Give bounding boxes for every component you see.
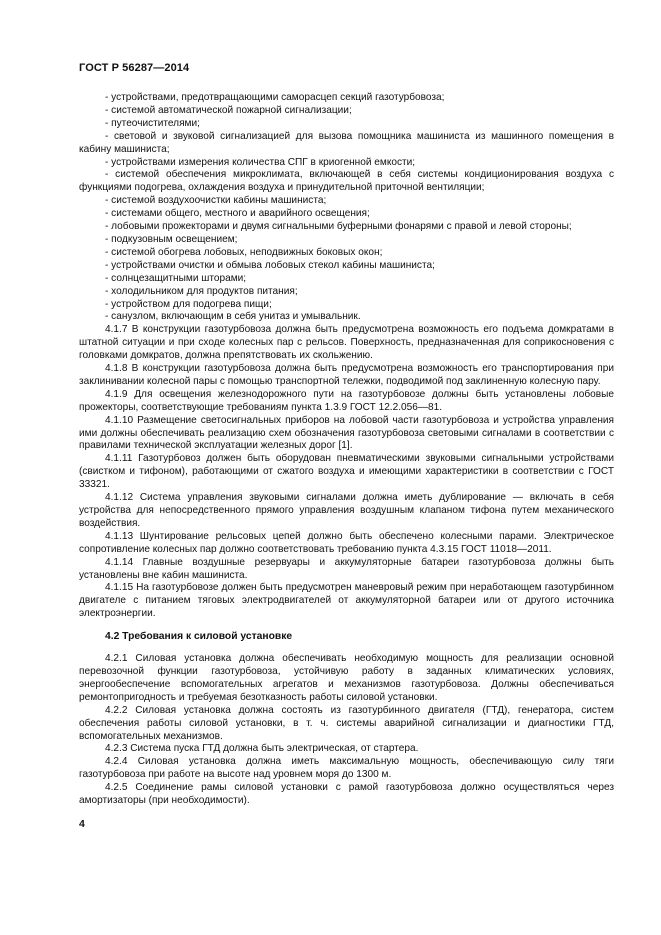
list-item: - подкузовным освещением; <box>105 233 238 245</box>
list-item: - солнцезащитными шторами; <box>105 272 247 284</box>
document-body <box>79 92 614 808</box>
clause-4-2-4: 4.2.4 Силовая установка должна иметь максимальную мощность, обеспечивающую силу тяги газотурбовоза при работе на высоте над уровнем моря до 1300 м. <box>79 756 614 781</box>
list-item: - путеочистителями; <box>105 117 200 129</box>
clause-4-1-13: 4.1.13 Шунтирование рельсовых цепей должно быть обеспечено колесными парами. Электрическое сопротивление колесных пар должно соответствовать требованию пункта 4.3.15 ГОСТ 11018—2011. <box>79 530 614 555</box>
list-item: - устройством для подогрева пищи; <box>105 298 272 310</box>
clause-4-1-9: 4.1.9 Для освещения железнодорожного пути на газотурбовозе должны быть установлены лобовые прожекторы, соответствующие требованиям пункта 1.3.9 ГОСТ 12.2.056—81. <box>79 388 614 413</box>
clause-4-2-2: 4.2.2 Силовая установка должна состоять из газотурбинного двигателя (ГТД), генератора, систем обеспечения работы силовой установки, в т. ч. системы аварийной сигнализации и диагностики ГТД, вспомогательных механизмов. <box>79 704 614 742</box>
list-item: - системой обогрева лобовых, неподвижных боковых окон; <box>105 246 383 258</box>
list-item: - световой и звуковой сигнализацией для вызова помощника машиниста из машинного помещения в кабину машиниста; <box>79 130 614 155</box>
list-item: - устройствами очистки и обмыва лобовых стекол кабины машиниста; <box>105 259 435 271</box>
list-item: - системой воздухоочистки кабины машиниста; <box>105 195 327 207</box>
document-header: ГОСТ Р 56287—2014 <box>79 62 190 74</box>
clause-4-1-7: 4.1.7 В конструкции газотурбовоза должна быть предусмотрена возможность его подъема домкратами в штатной ситуации и при сходе колесных пар с рельсов. Поверхность, предназначенная для соприкосновения с головками домкратов, должна препятствовать их скольжению. <box>79 324 614 362</box>
page-number: 4 <box>79 818 85 830</box>
list-item: - устройствами измерения количества СПГ в криогенной емкости; <box>105 156 416 168</box>
list-item: - устройствами, предотвращающими саморасцеп секций газотурбовоза; <box>105 92 445 103</box>
clause-4-1-8: 4.1.8 В конструкции газотурбовоза должна быть предусмотрена возможность его транспортирования при заклинивании колесной пары с помощью транспортной тележки, подводимой под заклиненную колесную пару. <box>79 363 614 387</box>
clause-4-1-14: 4.1.14 Главные воздушные резервуары и аккумуляторные батареи газотурбовоза должны быть установлены вне кабин машиниста. <box>79 556 614 581</box>
list-item: - системой автоматической пожарной сигнализации; <box>105 104 352 116</box>
clause-4-2-5: 4.2.5 Соединение рамы силовой установки с рамой газотурбовоза должно осуществляться через амортизаторы (при необходимости). <box>79 782 614 807</box>
clause-4-1-15: 4.1.15 На газотурбовозе должен быть предусмотрен маневровый режим при неработающем газотурбинном двигателе с питанием тяговых электродвигателей от аккумуляторной батареи или от другого источника электроэнергии. <box>79 582 614 620</box>
list-item: - системой обеспечения микроклимата, включающей в себя системы кондиционирования воздуха с функциями подогрева, охлаждения воздуха и принудительной приточной вентиляции; <box>79 169 614 194</box>
clause-4-2-3: 4.2.3 Система пуска ГТД должна быть электрическая, от стартера. <box>105 743 419 755</box>
clause-4-1-12: 4.1.12 Система управления звуковыми сигналами должна иметь дублирование — включать в себя устройства для непосредственного прямого управления воздушным клапаном тифона путем механического воздействия. <box>79 492 614 529</box>
list-item: - лобовыми прожекторами и двумя сигнальными буферными фонарями с правой и левой стороны; <box>105 221 572 233</box>
list-item: - санузлом, включающим в себя унитаз и умывальник. <box>105 311 361 323</box>
section-title: 4.2 Требования к силовой установке <box>105 631 293 643</box>
clause-4-1-10: 4.1.10 Размещение светосигнальных приборов на лобовой части газотурбовоза и устройства управления ими должны обеспечивать реализацию схем обозначения газотурбовоза световыми сигналами в соответствии с правилами технической эксплуатации железных дорог [1]. <box>79 414 614 452</box>
clause-4-1-11: 4.1.11 Газотурбовоз должен быть оборудован пневматическими звуковыми сигнальными устройствами (свистком и тифоном), работающими от сжатого воздуха и имеющими характеристики в соответствии с ГОСТ 33321. <box>79 453 614 491</box>
list-item: - системами общего, местного и аварийного освещения; <box>105 208 370 220</box>
list-item: - холодильником для продуктов питания; <box>105 285 298 297</box>
clause-4-2-1: 4.2.1 Силовая установка должна обеспечивать необходимую мощность для реализации основной перевозочной функции газотурбовоза, устойчивую работу в заданных климатических условиях, энергообеспечение вспомогательных агрегатов и механизмов газотурбовоза. Должны обеспечиваться ремонтопригодность и требуемая безотказность работы силовой установки. <box>79 653 614 703</box>
